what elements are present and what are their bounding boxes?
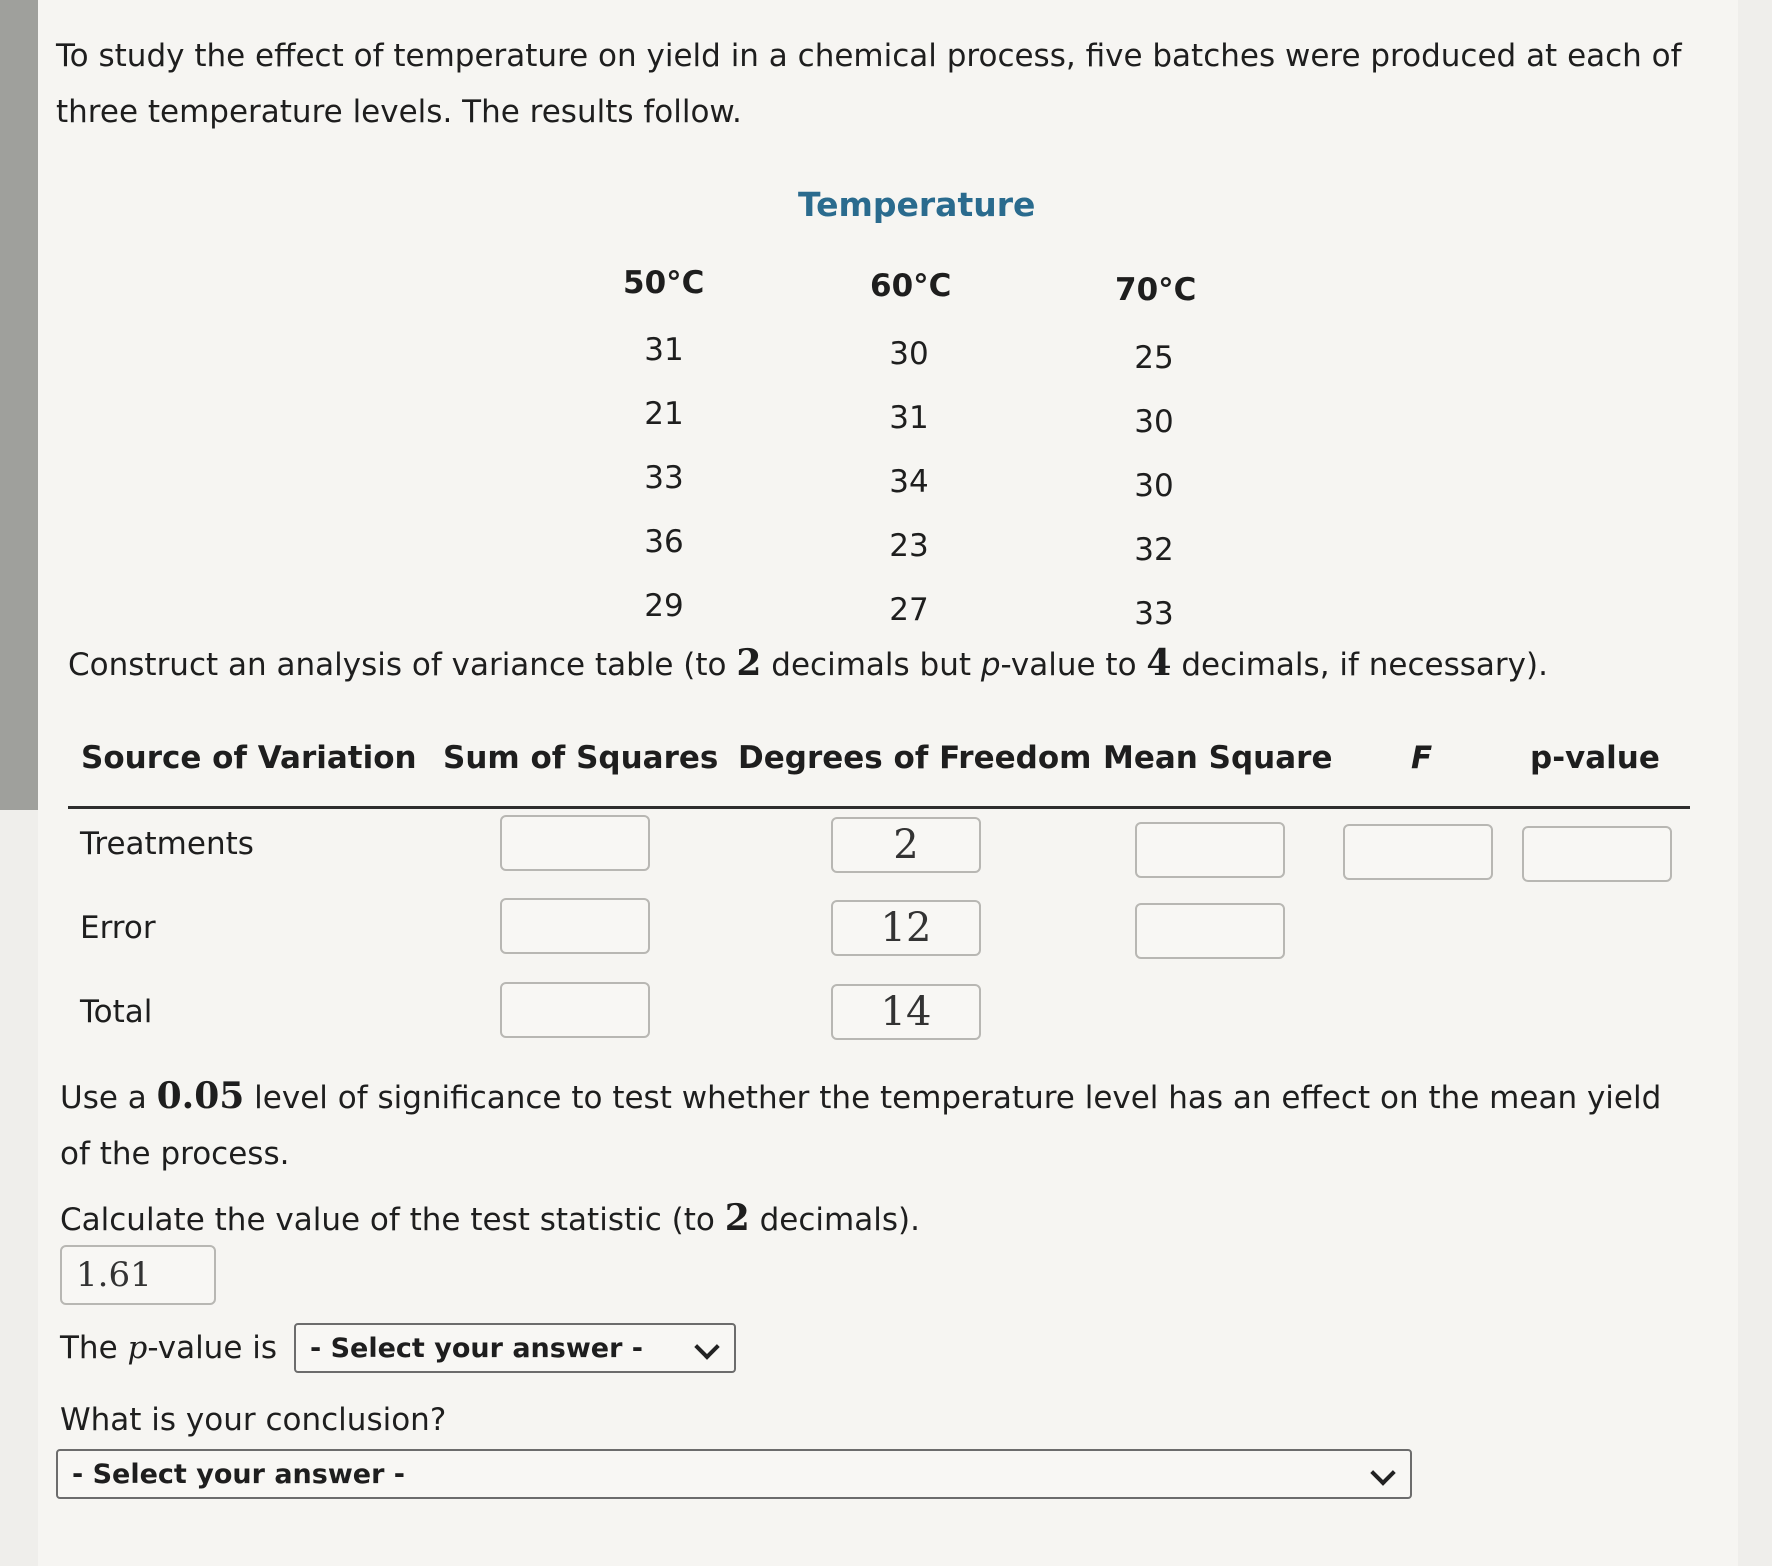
column-header-70c: 70°C: [1115, 272, 1197, 308]
cell-r1-c3: 25: [1134, 340, 1174, 376]
table-title: Temperature: [798, 185, 1036, 224]
error-df-input[interactable]: 12: [831, 900, 981, 956]
chevron-down-icon: [694, 1334, 719, 1359]
header-p-value: p-value: [1530, 740, 1660, 776]
cell-r3-c2: 34: [889, 464, 929, 500]
error-ss-input[interactable]: [500, 898, 650, 954]
cell-r5-c1: 29: [644, 588, 684, 624]
treatments-ss-input[interactable]: [500, 815, 650, 871]
significance-text: Use a 0.05 level of significance to test whether the temperature level has an effect on the mean yield of the process.: [60, 1075, 1662, 1172]
test-statistic-prompt: Calculate the value of the test statistic (to 2 decimals).: [60, 1197, 920, 1239]
header-sum-of-squares: Sum of Squares: [443, 740, 719, 776]
header-mean-square: Mean Square: [1103, 740, 1333, 776]
cell-r1-c1: 31: [644, 332, 684, 368]
cell-r4-c3: 32: [1134, 532, 1174, 568]
header-source: Source of Variation: [81, 740, 417, 776]
treatments-ms-input[interactable]: [1135, 822, 1285, 878]
header-f: F: [1411, 740, 1433, 776]
p-value-select[interactable]: [294, 1323, 736, 1373]
treatments-df-input[interactable]: 2: [831, 817, 981, 873]
cell-r5-c3: 33: [1134, 596, 1174, 632]
question-page: [38, 0, 1738, 1566]
header-divider: [68, 806, 1690, 809]
p-value-select-label: - Select your answer -: [310, 1332, 644, 1364]
total-ss-input[interactable]: [500, 982, 650, 1038]
treatments-p-value-input[interactable]: [1522, 826, 1672, 882]
row-label-error: Error: [80, 910, 156, 946]
anova-instruction: Construct an analysis of variance table (to 2 decimals but p-value to 4 decimals, if necessary).: [68, 642, 1548, 684]
conclusion-prompt: What is your conclusion?: [60, 1402, 447, 1438]
row-label-treatments: Treatments: [80, 826, 254, 862]
error-ms-input[interactable]: [1135, 903, 1285, 959]
cell-r2-c2: 31: [889, 400, 929, 436]
column-header-50c: 50°C: [623, 265, 705, 301]
cell-r4-c1: 36: [644, 524, 684, 560]
cell-r3-c3: 30: [1134, 468, 1174, 504]
total-df-input[interactable]: 14: [831, 984, 981, 1040]
intro-text: To study the effect of temperature on yield in a chemical process, five batches were produced at each of three temperature levels. The results follow.: [56, 38, 1682, 130]
column-header-60c: 60°C: [870, 268, 952, 304]
cell-r4-c2: 23: [889, 528, 929, 564]
header-degrees-of-freedom: Degrees of Freedom: [738, 740, 1092, 776]
conclusion-select-label: - Select your answer -: [72, 1458, 406, 1490]
treatments-f-input[interactable]: [1343, 824, 1493, 880]
test-statistic-input[interactable]: 1.61: [60, 1245, 216, 1305]
cell-r1-c2: 30: [889, 336, 929, 372]
p-value-prompt: The p-value is: [60, 1330, 278, 1366]
cell-r5-c2: 27: [889, 592, 929, 628]
left-edge-strip: [0, 0, 38, 810]
cell-r2-c1: 21: [644, 396, 684, 432]
chevron-down-icon: [1370, 1460, 1395, 1485]
conclusion-select[interactable]: [56, 1449, 1412, 1499]
cell-r3-c1: 33: [644, 460, 684, 496]
cell-r2-c3: 30: [1134, 404, 1174, 440]
row-label-total: Total: [80, 994, 153, 1030]
